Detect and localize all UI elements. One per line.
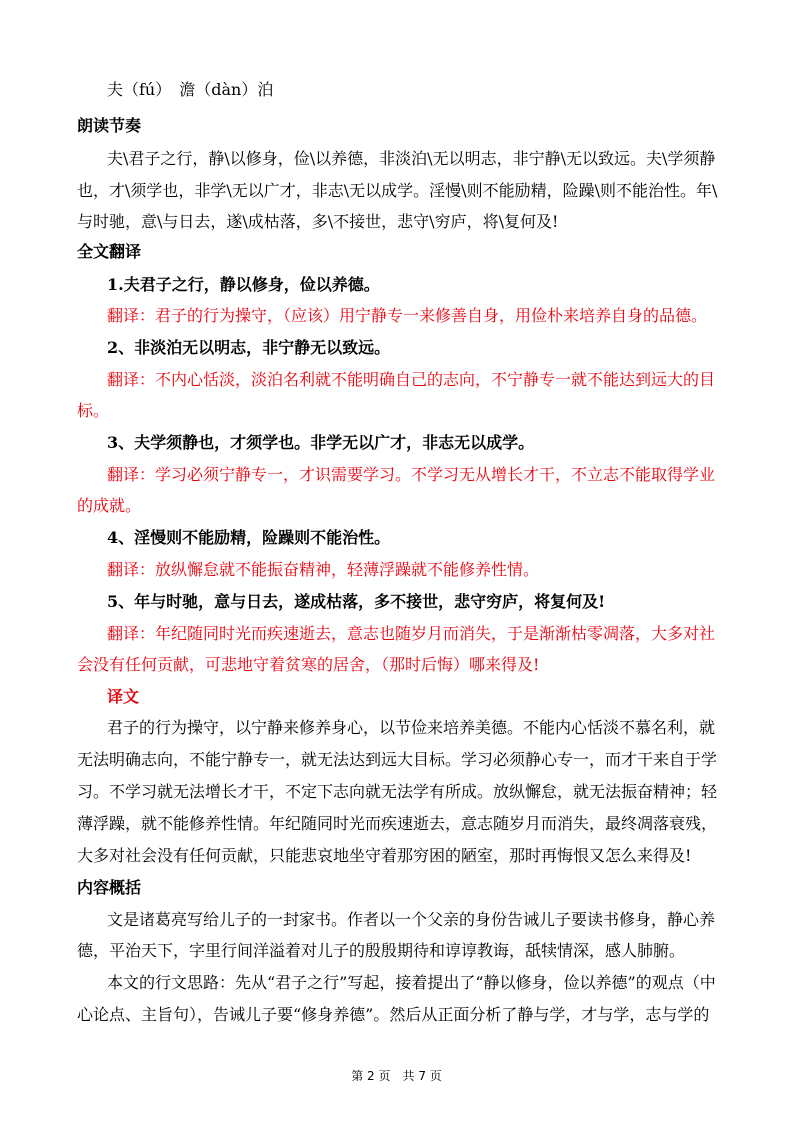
yiwen-line-3: 习。不学习就无法增长才干，不定下志向就无法学有所成。放纵懈怠，就无法振奋精神；轻 <box>77 782 718 801</box>
summary-line-2: 德，平治天下，字里行间洋溢着对儿子的殷殷期待和谆谆教诲，舐犊情深，感人肺腑。 <box>77 941 686 960</box>
sentence-5: 5、年与时驰，意与日去，遂成枯落，多不接世，悲守穷庐，将复何及! <box>107 592 606 611</box>
heading-reading-rhythm: 朗读节奏 <box>77 116 142 135</box>
rhythm-line-1: 夫\君子之行，静\以修身，俭\以养德，非淡泊\无以明志，非宁静\无以致远。夫\学须静 <box>107 149 716 168</box>
translation-4: 翻译：放纵懈怠就不能振奋精神，轻薄浮躁就不能修养性情。 <box>107 560 540 579</box>
sentence-3: 3、夫学须静也，才须学也。非学无以广才，非志无以成学。 <box>107 433 535 452</box>
translation-2-line-2: 标。 <box>77 401 110 420</box>
summary-line-4: 心论点、主旨句），告诫儿子要“修身养德”。然后从正面分析了静与学，才与学，志与学的 <box>77 1005 710 1024</box>
yiwen-line-4: 薄浮躁，就不能修养性情。年纪随同时光而疾速逝去，意志随岁月而消失，最终凋落衰残， <box>77 814 718 833</box>
sentence-2: 2、非淡泊无以明志，非宁静无以致远。 <box>107 338 391 357</box>
yiwen-line-1: 君子的行为操守，以宁静来修养身心，以节俭来培养美德。不能内心恬淡不慕名利，就 <box>107 718 716 737</box>
heading-content-summary: 内容概括 <box>77 878 142 897</box>
translation-3-line-1: 翻译：学习必须宁静专一，才识需要学习。不学习无从增长才干，不立志不能取得学业 <box>107 465 716 484</box>
page-footer: 第 2 页 共 7 页 <box>351 1069 442 1083</box>
translation-3-line-2: 的成就。 <box>77 496 142 515</box>
heading-translation-text: 译文 <box>107 687 140 706</box>
sentence-4: 4、淫慢则不能励精，险躁则不能治性。 <box>107 528 391 547</box>
summary-line-1: 文是诸葛亮写给儿子的一封家书。作者以一个父亲的身份告诫儿子要读书修身，静心养 <box>107 910 716 929</box>
heading-full-translation: 全文翻译 <box>77 242 142 261</box>
translation-5-line-2: 会没有任何贡献，可悲地守着贫寒的居舍，（那时后悔）哪来得及! <box>77 655 540 674</box>
rhythm-line-2: 也，才\须学也，非学\无以广才，非志\无以成学。淫慢\则不能励精，险躁\则不能治性。年\ <box>77 181 718 200</box>
translation-1: 翻译：君子的行为操守，（应该）用宁静专一来修善自身，用俭朴来培养自身的品德。 <box>107 306 708 325</box>
yiwen-line-5: 大多对社会没有任何贡献，只能悲哀地坐守着那穷困的陋室，那时再悔恨又怎么来得及! <box>77 846 692 865</box>
summary-line-3: 本文的行文思路：先从“君子之行”写起，接着提出了“静以修身，俭以养德”的观点（中 <box>107 973 716 992</box>
translation-5-line-1: 翻译：年纪随同时光而疾速逝去，意志也随岁月而消失，于是渐渐枯零凋落，大多对社 <box>107 624 716 643</box>
rhythm-line-3: 与时驰，意\与日去，遂\成枯落，多\不接世，悲守\穷庐，将\复何及! <box>77 212 559 231</box>
sentence-1: 1.夫君子之行，静以修身，俭以养德。 <box>107 275 380 294</box>
translation-2-line-1: 翻译：不内心恬淡，淡泊名利就不能明确自己的志向，不宁静专一就不能达到远大的目 <box>107 370 716 389</box>
pronunciation-note: 夫（fú） 澹（dàn）泊 <box>107 80 274 99</box>
yiwen-line-2: 无法明确志向，不能宁静专一，就无法达到远大目标。学习必须静心专一，而才干来自于学 <box>77 750 718 769</box>
